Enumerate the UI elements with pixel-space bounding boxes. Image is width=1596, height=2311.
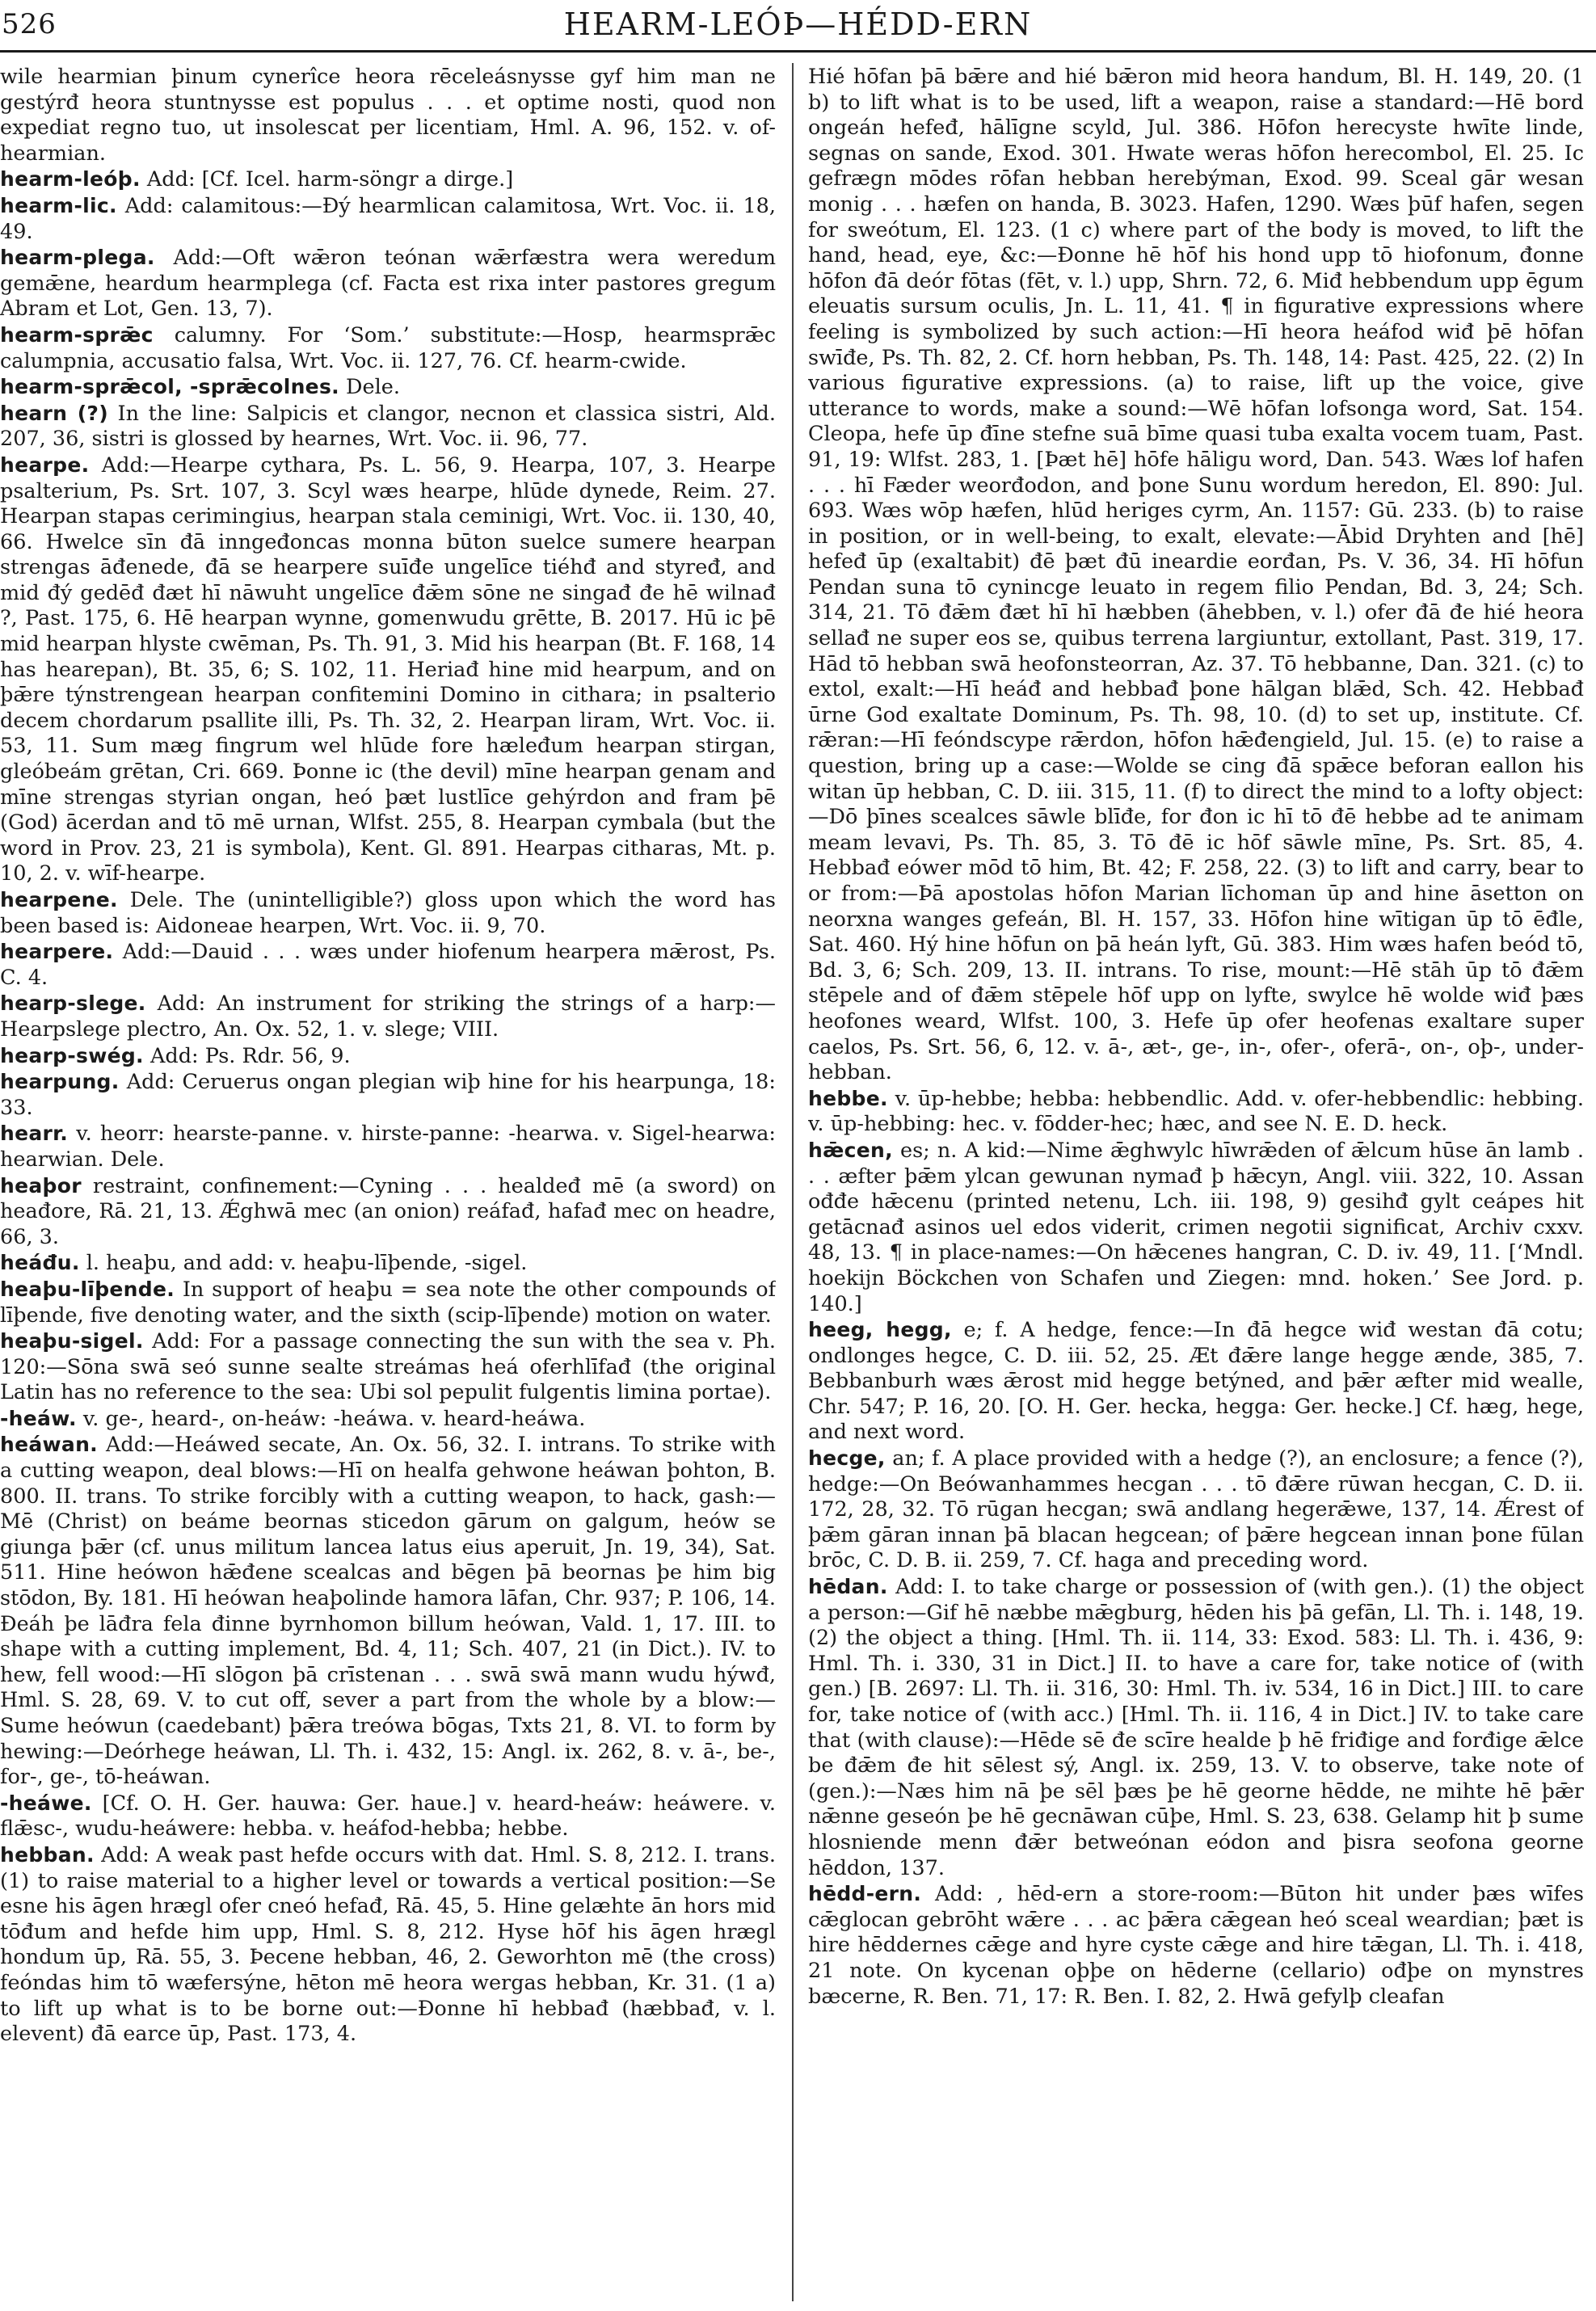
- dictionary-entry: [0, 1121, 776, 1172]
- entry-headword: hearm-leóþ.: [0, 167, 141, 192]
- dictionary-entry: [0, 1791, 776, 1842]
- entry-headword: hearp-swég.: [0, 1043, 144, 1067]
- dictionary-entry: [0, 1069, 776, 1121]
- entry-headword: hearr.: [0, 1122, 69, 1146]
- page-number: 526: [2, 8, 57, 40]
- entry-text: an; f. A place provided with a hedge (?), an enclosure; a fence (?), hedge:—On Beówanhammes hecgan . . . tō đǣre rūwan hecgan, C. D. ii. 172, 28, 32. Tō rūgan hecgan; swā andlang hegerǣwe, 137, 14. Ǽrest of þǣm gāran innan þā blacan hegcean; of þǣre hegcean innan þone fūlan brōc, C. D. B. ii. 259, 7. Cf. haga and preceding word.: [808, 1446, 1584, 1573]
- entry-text: Add:—Hearpe cythara, Ps. L. 56, 9. Hearpa, 107, 3. Hearpe psalterium, Ps. Srt. 107, 3. Scyl wæs hearpe, hlūde dynede, Reim. 27. Hearpan stapas cerimingius, hearpan stala ceminigi, Wrt. Voc. ii. 130, 40, 66. Hwelce sīn đā inngeđoncas monna būton suelce sumere hearpan strengas āđenede, đā se hearpere suīđe ungelīce tiéhđ and styređ, and mid đý gedēđ đæt hī nāwuht ungelīce đǣm sōne ne singađ đe hē wilnađ ?, Past. 175, 6. Hē hearpan wynne, gomenwudu grētte, B. 2017. Hū ic þē mid hearpan hlyste cwēman, Ps. Th. 91, 3. Mid his hearpan (Bt. F. 168, 14 has hearepan), Bt. 35, 6; S. 102, 11. Heriađ hine mid hearpum, and on þǣre týnstrengean hearpan confitemini Domino in cithara; in psalterio decem chordarum psallite illi, Ps. Th. 32, 2. Hearpan liram, Wrt. Voc. ii. 53, 11. Sum mæg fingrum wel hlūde fore hæleđum hearpan stirgan, gleóbeám grētan, Cri. 669. Þonne ic (the devil) mīne hearpan genam and mīne strengas styrian ongan, heó þæt lustlīce gehýrdon and fram þē (God) ācerdan and tō mē urnan, Wlfst. 255, 8. Hearpan cymbala (but the word in Prov. 23, 21 is symbola), Kent. Gl. 891. Hearpas citharas, Mt. p. 10, 2. v. wīf-hearpe.: [0, 453, 776, 886]
- entry-headword: heaþor: [0, 1173, 82, 1198]
- entry-text: v. ge-, heard-, on-heáw: -heáwa. v. heard-heáwa.: [82, 1406, 586, 1431]
- entry-text: Add: Ps. Rdr. 56, 9.: [149, 1043, 351, 1068]
- dictionary-entry: [0, 1432, 776, 1790]
- entry-text: Add: I. to take charge or possession of (with gen.). (1) the object a person:—Gif hē næbbe mǣgburg, hēden his þā gefān, Ll. Th. i. 148, 19. (2) the object a thing. [Hml. Th. ii. 114, 33: Exod. 583: Ll. Th. i. 436, 9: Hml. Th. i. 330, 31 in Dict.] II. to have a care for, take notice of (with gen.) [B. 2697: Ll. Th. ii. 316, 30: Hml. Th. iv. 534, 16 in Dict.] III. to care for, take notice of (with acc.) [Hml. Th. ii. 116, 4 in Dict.] IV. to take care that (with clause):—Hēde sē đe scīre healde þ hē friđige and forđige ǣlce be đǣm đe hit sēlest sý, Angl. ix. 259, 13. V. to observe, take note of (gen.):—Næs him nā þe sēl þæs þe hē georne hēdde, ne mihte hē þǣr nǣnne geseón þe hē gecnāwan cūþe, Hml. S. 23, 638. Gelamp hit þ sume hlosniende menn đǣr betweónan eódon and þisra seofona georne hēddon, 137.: [808, 1575, 1584, 1880]
- dictionary-entry: [0, 401, 776, 453]
- header-rule: [0, 50, 1596, 53]
- left-column: [0, 65, 776, 2303]
- dictionary-entry: [0, 245, 776, 322]
- entry-text: Add: [Cf. Icel. harm-söngr a dirge.]: [146, 167, 514, 192]
- dictionary-entry: [0, 939, 776, 991]
- dictionary-entry: [0, 1173, 776, 1251]
- entry-headword: hearpene.: [0, 888, 118, 911]
- entry-headword: hebbe.: [808, 1086, 888, 1110]
- dictionary-entry: [808, 1138, 1584, 1317]
- entry-text: l. heaþu, and add: v. heaþu-līþende, -sigel.: [86, 1251, 528, 1276]
- entry-headword: hearpere.: [0, 940, 114, 964]
- entry-text: Add: calamitous:—Đý hearmlican calamitosa, Wrt. Voc. ii. 18, 49.: [0, 193, 776, 244]
- dictionary-entry: [808, 1881, 1584, 2010]
- dictionary-entry: [0, 1277, 776, 1328]
- entry-headword: hebban.: [0, 1842, 95, 1867]
- entry-text: v. ūp-hebbe; hebba: hebbendlic. Add. v. ofer-hebbendlic: hebbing. v. ūp-hebbing: hec. v. fōdder-hec; hæc, and see N. E. D. heck.: [808, 1086, 1584, 1137]
- entry-headword: heáđu.: [0, 1251, 80, 1275]
- dictionary-entry: [808, 1086, 1584, 1138]
- entry-text: calumny. For ‘Som.’ substitute:—Hosp, hearmsprǣc calumpnia, accusatio falsa, Wrt. Voc. ii. 127, 76. Cf. hearm-cwide.: [0, 322, 776, 373]
- entry-headword: hearm-sprǣcol, -sprǣcolnes.: [0, 375, 339, 399]
- entry-headword: hearp-slege.: [0, 991, 146, 1016]
- entry-text: In support of heaþu = sea note the other compounds of līþende, five denoting water, and the sixth (scip-līþende) motion on water.: [0, 1277, 776, 1328]
- entry-headword: -heáwe.: [0, 1791, 92, 1815]
- entry-text: Add: , hēd-ern a store-room:—Būton hit under þæs wīfes cǣglocan gebrōht wǣre . . . ac þǣra cǣgean heó sceal weardian; þæt is hire hēddernes cǣge and hyre cyste cǣge and hire tǣgan, Ll. Th. i. 418, 21 note. On kycenan oþþe on hēderne (cellario) ođþe on mynstres bæcerne, R. Ben. 71, 17: R. Ben. I. 82, 2. Hwā gefylþ cleafan: [808, 1882, 1584, 2009]
- dictionary-entry: [0, 1250, 776, 1277]
- entry-text: restraint, confinement:—Cyning . . . healdeđ mē (a sword) on heađore, Rā. 21, 13. Ǽghwā mec (an onion) reáfađ, hafađ mec on headre, 66, 3.: [0, 1173, 776, 1249]
- dictionary-entry: [808, 1446, 1584, 1574]
- entry-text: e; f. A hedge, fence:—In đā hegce wiđ westan đā cotu; ondlonges hegce, C. D. iii. 52, 25. Æt đǣre lange hegge ænde, 385, 7. Bebbanburh wæs ǣrost mid hegge betýned, and þǣr æfter mid wealle, Chr. 547; P. 16, 20. [O. H. Ger. hecka, hegga: Ger. hecke.] Cf. hæg, hege, and next word.: [808, 1318, 1584, 1445]
- entry-headword: hecge,: [808, 1446, 886, 1471]
- dictionary-entry: [808, 1317, 1584, 1446]
- dictionary-entry: [0, 166, 776, 193]
- entry-text: Add: A weak past hefde occurs with dat. Hml. S. 8, 212. I. trans. (1) to raise material to a higher level or towards a vertical position:—Se esne his āgen hrægl ofer cneó hefađ, Rā. 45, 5. Hine gelæhte ān hors mid tōđum and hefde him upp, Hml. S. 8, 212. Hyse hōf his āgen hrægl hondum ūp, Rā. 55, 3. Þecene hebban, 46, 2. Geworhton mē (the cross) feóndas him tō wæfersýne, hēton mē heora wergas hebban, Kr. 31. (1 a) to lift up what is to be borne out:—Đonne hī hebbađ (hæbbađ, v. l. elevent) đā earce ūp, Past. 173, 4.: [0, 1842, 776, 2047]
- dictionary-entry: [0, 991, 776, 1042]
- entry-text: Add:—Oft wǣron teónan wǣrfæstra wera weredum gemǣne, heardum hearmplega (cf. Facta est rixa inter pastores gregum Abram et Lot, Gen. 13, 7).: [0, 246, 776, 322]
- dictionary-entry: [0, 322, 776, 374]
- entry-headword: heáwan.: [0, 1433, 98, 1457]
- entry-text: Add: For a passage connecting the sun with the sea v. Ph. 120:—Sōna swā seó sunne sealte streámas heá oferhlīfađ (the original Latin has no reference to the sea: Ubi sol pepulit fulgentis limina portae).: [0, 1329, 776, 1405]
- entry-headword: hearm-sprǣc: [0, 322, 154, 347]
- entry-text: v. heorr: hearste-panne. v. hirste-panne: -hearwa. v. Sigel-hearwa: hearwian. Dele.: [0, 1122, 776, 1172]
- entry-text: In the line: Salpicis et clangor, necnon et classica sistri, Ald. 207, 36, sistri is glossed by hearnes, Wrt. Voc. ii. 96, 77.: [0, 401, 776, 452]
- running-head: HEARM-LEÓÞ—HÉDD-ERN: [563, 6, 1033, 42]
- entry-headword: heeg, hegg,: [808, 1318, 952, 1342]
- entry-text: wile hearmian þinum cynerîce heora rēceleásnysse gyf him man ne gestýrđ heora stuntnysse est populus . . . et optime nosti, quod non expediat regno tuo, ut insolescat per licentiam, Hml. A. 96, 152. v. of-hearmian.: [0, 65, 776, 166]
- dictionary-entry: [0, 453, 776, 887]
- entry-text: Add: Ceruerus ongan plegian wiþ hine for his hearpunga, 18: 33.: [0, 1070, 776, 1120]
- entry-headword: hēdd-ern.: [808, 1882, 922, 1906]
- column-divider: [792, 63, 794, 2301]
- entry-headword: heaþu-sigel.: [0, 1329, 144, 1353]
- right-column: [808, 65, 1584, 2303]
- dictionary-entry: [0, 65, 776, 166]
- entry-headword: hearm-lic.: [0, 193, 117, 217]
- entry-text: Add:—Dauid . . . wæs under hiofenum hearpera mǣrost, Ps. C. 4.: [0, 940, 776, 990]
- entry-headword: hēdan.: [808, 1575, 888, 1599]
- entry-text: [Cf. O. H. Ger. hauwa: Ger. haue.] v. heard-heáw: heáwere. v. flǣsc-, wudu-heáwere: hebba. v. heáfod-hebba; hebbe.: [0, 1791, 776, 1842]
- entry-headword: hearpe.: [0, 453, 90, 477]
- page-header: [0, 0, 1596, 60]
- dictionary-entry: [0, 1406, 776, 1433]
- dictionary-entry: [0, 1043, 776, 1070]
- entry-text: Dele. The (unintelligible?) gloss upon which the word has been based is: Aidoneae hearpen, Wrt. Voc. ii. 9, 70.: [0, 888, 776, 938]
- dictionary-entry: [0, 1328, 776, 1406]
- entry-text: Hié hōfan þā bǣre and hié bǣron mid heora handum, Bl. H. 149, 20. (1 b) to lift what is to be used, lift a weapon, raise a standard:—Hē bord ongeán hefeđ, hālīgne scyld, Jul. 386. Hōfon herecyste hwīte linde, segnas on sande, Exod. 301. Hwate weras hōfon herecombol, El. 25. Ic gefrægn mōdes rōfan hebban herebýman, Exod. 99. Sceal gār wesan monig . . . hæfen on handa, B. 3023. Hafen, 1290. Wæs þūf hafen, segen for sweótum, El. 123. (1 c) where part of the body is moved, to lift the hand, head, eye, &c:—Đonne hē hōf his hond upp tō hiofonum, đonne hōfon đā deór fōtas (fēt, v. l.) upp, Shrn. 72, 6. Miđ hebbendum upp ēgum eleuatis sursum oculis, Jn. L. 11, 41. ¶ in figurative expressions where feeling is symbolized by such action:—Hī heora heáfod wiđ þē hōfan swīđe, Ps. Th. 82, 2. Cf. horn hebban, Ps. Th. 148, 14: Past. 425, 22. (2) In various figurative expressions. (a) to raise, lift up the voice, give utterance to words, make a sound:—Wē hōfan lofsonga word, Sat. 154. Cleopa, hefe ūp đīne stefne suā bīme quasi tuba exalta vocem tuam, Past. 91, 19: Wlfst. 283, 1. [Þæt hē] hōfe hāligu word, Dan. 543. Wæs lof hafen . . . hī Fæder weorđodon, and þone Sunu wordum heredon, El. 890: Jul. 693. Wæs wōp hæfen, hlūd heriges cyrm, An. 1157: Gū. 233. (b) to raise in position, or in well-being, to exalt, elevate:—Ābid Dryhten and [hē] hefeđ ūp (exaltabit) đē þæt đū ineardie eorđan, Ps. V. 36, 34. Hī hōfun Pendan suna tō cynincge leuato in regem filio Pendan, Bd. 3, 24; Sch. 314, 21. Tō đǣm đæt hī hī hæbben (āhebben, v. l.) ofer đā đe hié heora sellađ ne super eos se, quibus terrena largiuntur, extollant, Past. 319, 17. Hād tō hebban swā heofonsteorran, Az. 37. Tō hebbanne, Dan. 321. (c) to extol, exalt:—Hī heáđ and hebbađ þone hālgan blǣd, Sch. 42. Hebbađ ūrne God exaltate Dominum, Ps. Th. 98, 10. (d) to set up, institute. Cf. rǣran:—Hī feóndscype rǣrdon, hōfon hǣđengield, Jul. 15. (e) to raise a question, bring up a case:—Wolde se cing đā spǣce beforan eallon his witan ūp hebban, C. D. iii. 315, 11. (f) to direct the mind to a lofty object:—Dō þīnes scealces sāwle blīđe, for đon ic hī tō đē hebbe ad te animam meam levavi, Ps. Th. 85, 3. Tō đē ic hōf sāwle mīne, Ps. Srt. 85, 4. Hebbađ eówer mōd tō him, Bt. 42; F. 258, 22. (3) to lift and carry, bear to or from:—Þā apostolas hōfon Marian līchoman ūp and hine āsetton on neorxna wanges gefeán, Bl. H. 157, 33. Hōfon hine wītigan ūp tō ēđle, Sat. 460. Hý hine hōfun on þā heán lyft, Gū. 383. Him wæs hafen beód tō, Bd. 3, 6; Sch. 209, 13. II. intrans. To rise, mount:—Hē stāh ūp tō đǣm stēpele and of đǣm stēpele hōf upp on lyfte, swylce hē wolde wiđ þæs heofones weard, Wlfst. 100, 3. Hefe ūp ofer heofenas exaltare super caelos, Ps. Srt. 56, 6, 12. v. ā-, æt-, ge-, in-, ofer-, oferā-, on-, oþ-, under-hebban.: [808, 65, 1584, 1085]
- dictionary-entry: [0, 193, 776, 245]
- entry-text: es; n. A kid:—Nime ǣghwylc hīwrǣden of ǣlcum hūse ān lamb . . . æfter þǣm ylcan gewunan nymađ þ hǣcyn, Angl. viii. 322, 10. Assan ođđe hǣcenu (printed netenu, Lch. iii. 198, 9) gesihđ gylt ceápes hit getācnađ asinos uel edos viderit, crimen negotii significat, Archiv cxxv. 48, 13. ¶ in place-names:—On hǣcenes hangran, C. D. iv. 49, 11. [‘Mndl. hoekijn Böckchen von Schafen und Ziegen: mnd. hoken.’ See Jord. p. 140.]: [808, 1138, 1584, 1316]
- entry-headword: -heáw.: [0, 1406, 77, 1430]
- dictionary-entry: [0, 887, 776, 939]
- entry-text: Add: An instrument for striking the strings of a harp:—Hearpslege plectro, An. Ox. 52, 1. v. slege; VIII.: [0, 991, 776, 1042]
- entry-headword: hearn (?): [0, 401, 108, 425]
- entry-text: Add:—Heáwed secate, An. Ox. 56, 32. I. intrans. To strike with a cutting weapon, deal blows:—Hī on healfa gehwone heáwan þohton, B. 800. II. trans. To strike forcibly with a cutting weapon, to hack, gash:—Mē (Christ) on beáme beornas sticedon gārum on galgum, heów se giunga þǣr (cf. unus militum lancea latus eius aperuit, Jn. 19, 34), Sat. 511. Hine heówon hǣđene scealcas and bēgen þā beornas þe him big stōdon, By. 181. Hī heówan heaþolinde hamora lāfan, Chr. 937; P. 106, 14. Đeáh þe lāđra fela đinne byrnhomon billum heówan, Vald. 1, 17. III. to shape with a cutting implement, Bd. 4, 11; Sch. 407, 21 (in Dict.). IV. to hew, fell wood:—Hī slōgon þā crīstenan . . . swā swā mann wudu hýwđ, Hml. S. 28, 69. V. to cut off, sever a part from the whole by a blow:—Sume heówun (caedebant) þǣra treówa bōgas, Txts 21, 8. VI. to form by hewing:—Deórhege heáwan, Ll. Th. i. 432, 15: Angl. ix. 262, 8. v. ā-, be-, for-, ge-, tō-heáwan.: [0, 1433, 776, 1790]
- dictionary-entry: [0, 374, 776, 401]
- dictionary-entry: [808, 1574, 1584, 1881]
- entry-headword: hearm-plega.: [0, 246, 155, 270]
- entry-text: Dele.: [346, 375, 400, 400]
- entry-headword: hǣcen,: [808, 1138, 893, 1162]
- dictionary-entry: [0, 1842, 776, 2048]
- entry-headword: hearpung.: [0, 1070, 120, 1094]
- dictionary-entry: [808, 65, 1584, 1086]
- entry-headword: heaþu-līþende.: [0, 1277, 175, 1301]
